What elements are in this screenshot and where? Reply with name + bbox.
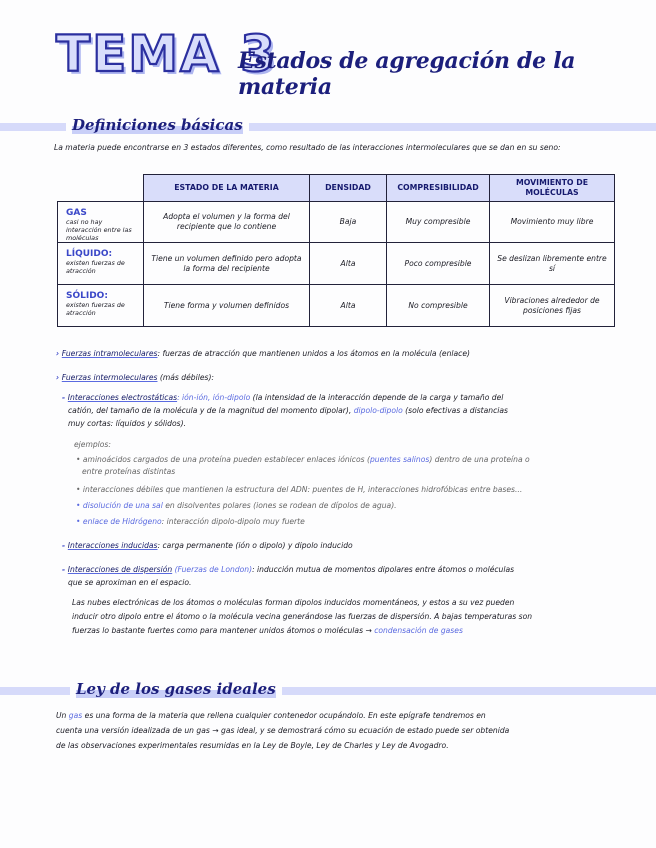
gases-paragraph: Un gas es una forma de la materia que rellena cualquier contenedor ocupándolo. En este epígrafe tendremos en (56, 711, 486, 720)
table-header: MOVIMIENTO DE MOLÉCULAS (489, 174, 615, 202)
note-induced: - Interacciones inducidas: carga permanente (ión o dipolo) y dipolo inducido (62, 541, 353, 550)
table-cell: Muy compresible (386, 201, 490, 243)
example-item: • interacciones débiles que mantienen la estructura del ADN: puentes de H, interacciones hidrofóbicas entre bases... (76, 485, 523, 494)
table-cell: Movimiento muy libre (489, 201, 615, 243)
table-cell: No compresible (386, 284, 490, 327)
note-intermolecular: › Fuerzas intermoleculares (más débiles): (56, 373, 214, 382)
example-item-cont: entre proteínas distintas (82, 467, 176, 476)
table-cell: Alta (309, 242, 387, 285)
table-cell: Adopta el volumen y la forma del recipiente que lo contiene (143, 201, 310, 243)
table-cell: Tiene forma y volumen definidos (143, 284, 310, 327)
note-electrostatic: - Interacciones electrostáticas: ión-ión, ión-dipolo (la intensidad de la interacción depende de la carga y tamaño del (62, 393, 504, 402)
page-title: Estados de agregación de la materia (238, 48, 576, 100)
example-item: • aminoácidos cargados de una proteína pueden establecer enlaces iónicos (puentes salinos) dentro de una proteína o (76, 455, 530, 464)
dispersion-paragraph: inducir otro dipolo entre el átomo o la molécula vecina generándose las fuerzas de dispersión. A bajas temperaturas son (72, 612, 533, 621)
table-cell: Tiene un volumen definido pero adopta la forma del recipiente (143, 242, 310, 285)
table-row-solido (57, 284, 144, 327)
section-heading-gases-ideales: Ley de los gases ideales (70, 680, 282, 698)
phase-desc: existen fuerzas de atracción (66, 259, 125, 275)
examples-label: ejemplos: (74, 440, 111, 449)
example-item: • enlace de Hidrógeno: interacción dipolo-dipolo muy fuerte (76, 517, 305, 526)
table-row-gas (57, 201, 144, 243)
table-cell: Alta (309, 284, 387, 327)
phase-desc: existen fuerzas de atracción (66, 301, 125, 317)
table-header: COMPRESIBILIDAD (386, 174, 490, 202)
table-row-liquido (57, 242, 144, 285)
example-item: • disolución de una sal en disolventes polares (iones se rodean de dípolos de agua). (76, 501, 397, 510)
note-electrostatic-cont: muy cortas: líquidos y sólidos). (68, 419, 186, 428)
tema-number: TEMA 3 (56, 25, 277, 83)
dispersion-paragraph: Las nubes electrónicas de los átomos o moléculas forman dipolos inducidos momentáneos, y estos a su vez pueden (72, 598, 515, 607)
table-cell: Baja (309, 201, 387, 243)
phase-name: GAS (66, 208, 87, 218)
phase-name: SÓLIDO: (66, 291, 108, 301)
phase-desc: casi no hay interacción entre las moléculas (66, 218, 132, 242)
section-heading-definiciones: Definiciones básicas (66, 116, 249, 134)
note-dispersion: - Interacciones de dispersión (Fuerzas de London): inducción mutua de momentos dipolares entre átomos o moléculas (62, 565, 515, 574)
note-intramolecular: › Fuerzas intramoleculares: fuerzas de atracción que mantienen unidos a los átomos en la molécula (enlace) (56, 349, 470, 358)
table-header: ESTADO DE LA MATERIA (143, 174, 310, 202)
table-cell: Vibraciones alrededor de posiciones fijas (489, 284, 615, 327)
intro-text: La materia puede encontrarse en 3 estados diferentes, como resultado de las interacciones intermoleculares que se dan en su seno: (54, 143, 561, 152)
table-header: DENSIDAD (309, 174, 387, 202)
table-cell: Poco compresible (386, 242, 490, 285)
gases-paragraph: de las observaciones experimentales resumidas en la Ley de Boyle, Ley de Charles y Ley de Avogadro. (56, 741, 449, 750)
table-cell: Se deslizan libremente entre sí (489, 242, 615, 285)
note-electrostatic-cont: catión, del tamaño de la molécula y de la magnitud del momento dipolar), dipolo-dipolo (solo efectivas a distancias (68, 406, 509, 415)
gases-paragraph: cuenta una versión idealizada de un gas → gas ideal, y se demostrará cómo su ecuación de estado puede ser obtenida (56, 726, 510, 735)
dispersion-paragraph: fuerzas lo bastante fuertes como para mantener unidos átomos o moléculas → condensación de gases (72, 626, 463, 635)
note-dispersion-cont: que se aproximan en el espacio. (68, 578, 192, 587)
phase-name: LÍQUIDO: (66, 249, 113, 259)
